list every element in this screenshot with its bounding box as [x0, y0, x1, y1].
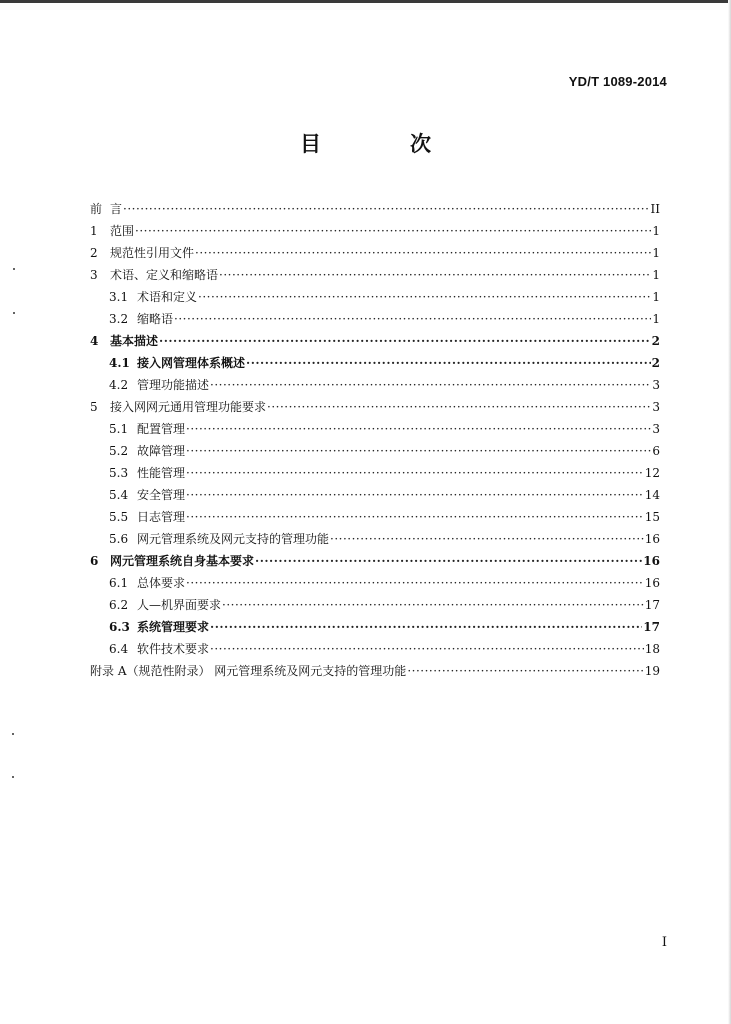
- toc-section-number: 前: [90, 202, 103, 216]
- toc-entry: [90, 352, 660, 374]
- toc-dot-leader: [186, 440, 651, 462]
- toc-entry: [90, 462, 660, 484]
- toc-dot-leader: [246, 352, 651, 374]
- toc-dot-leader: [174, 308, 651, 330]
- toc-section-number: 5.3: [109, 466, 129, 480]
- toc-section-title: 网元管理系统及网元支持的管理功能: [137, 532, 330, 546]
- toc-page-number: 1: [652, 224, 660, 238]
- toc-dot-leader: [186, 572, 644, 594]
- toc-entry: [90, 550, 660, 572]
- toc-page-number: 3: [652, 422, 660, 436]
- scan-speck: [12, 776, 14, 778]
- toc-page-number: 1: [652, 290, 660, 304]
- toc-section-number: 5.6: [109, 532, 129, 546]
- page-number: I: [661, 935, 667, 950]
- toc-section-title: 管理功能描述: [137, 378, 210, 392]
- toc-entry: [90, 660, 660, 682]
- toc-section-number: 2: [90, 246, 98, 260]
- toc-section-title: 总体要求: [137, 576, 186, 590]
- toc-dot-leader: [219, 264, 651, 286]
- toc-dot-leader: [210, 616, 642, 638]
- toc-section-title: 安全管理: [137, 488, 186, 502]
- toc-section-number: 3.1: [109, 290, 129, 304]
- toc-dot-leader: [210, 638, 644, 660]
- toc-entry: [90, 220, 660, 242]
- toc-section-number: 6: [90, 554, 99, 568]
- toc-entry: [90, 198, 660, 220]
- toc-section-title: 网元管理系统自身基本要求: [110, 554, 255, 568]
- toc-dot-leader: [159, 330, 651, 352]
- toc-section-title: 系统管理要求: [137, 620, 210, 634]
- toc-page-number: 2: [651, 334, 660, 348]
- toc-page-number: 12: [644, 466, 660, 480]
- toc-section-number: 4: [90, 334, 99, 348]
- toc-section-number: 3: [90, 268, 98, 282]
- toc-section-number: 4.2: [109, 378, 129, 392]
- toc-dot-leader: [186, 484, 644, 506]
- toc-section-number: 5.5: [109, 510, 129, 524]
- toc-entry: [90, 572, 660, 594]
- toc-section-number: 6.4: [109, 642, 129, 656]
- toc-dot-leader: [255, 550, 642, 572]
- toc-dot-leader: [123, 198, 650, 220]
- toc-section-number: 5.2: [109, 444, 129, 458]
- toc-dot-leader: [186, 462, 644, 484]
- toc-entry: [90, 440, 660, 462]
- toc-section-title: 术语、定义和缩略语: [110, 268, 219, 282]
- toc-page-number: 14: [644, 488, 660, 502]
- toc-page-number: 1: [652, 312, 660, 326]
- toc-section-number: 6.3: [109, 620, 130, 634]
- toc-section-number: 6.2: [109, 598, 129, 612]
- toc-page-number: 16: [644, 576, 660, 590]
- scan-speck: [13, 268, 15, 270]
- toc-section-title: 范围: [110, 224, 135, 238]
- toc-entry: [90, 286, 660, 308]
- toc-section-title: 术语和定义: [137, 290, 198, 304]
- toc-section-number: 3.2: [109, 312, 129, 326]
- toc-dot-leader: [210, 374, 651, 396]
- toc-section-title: 配置管理: [137, 422, 186, 436]
- toc-section-number: 1: [90, 224, 98, 238]
- toc-section-number: 4.1: [109, 356, 130, 370]
- toc-page-number: 16: [643, 554, 660, 568]
- toc-section-title: 接入网管理体系概述: [137, 356, 246, 370]
- toc-section-number: 5: [90, 400, 98, 414]
- toc-entry: [90, 242, 660, 264]
- toc-section-title: 规范性引用文件: [110, 246, 195, 260]
- toc-section-title: 言: [110, 202, 123, 216]
- toc-dot-leader: [186, 506, 644, 528]
- standard-number: YD/T 1089-2014: [568, 74, 667, 89]
- toc-entry: [90, 330, 660, 352]
- toc-dot-leader: [186, 418, 651, 440]
- toc-entry: [90, 506, 660, 528]
- toc-section-number: 5.4: [109, 488, 129, 502]
- toc-page-number: 15: [644, 510, 660, 524]
- scan-speck: [13, 312, 15, 314]
- toc-page-number: 16: [644, 532, 660, 546]
- toc-section-title: 软件技术要求: [137, 642, 210, 656]
- page-title: 目 次: [300, 132, 465, 156]
- toc-dot-leader: [330, 528, 644, 550]
- toc-section-number: 6.1: [109, 576, 129, 590]
- toc-section-number: 5.1: [109, 422, 129, 436]
- toc-page-number: 6: [652, 444, 660, 458]
- toc-entry: [90, 308, 660, 330]
- toc-section-title: 故障管理: [137, 444, 186, 458]
- toc-page-number: II: [650, 202, 660, 216]
- scan-speck: [12, 733, 14, 735]
- toc-page-number: 2: [651, 356, 660, 370]
- toc-dot-leader: [222, 594, 644, 616]
- toc-section-title: 附录 A（规范性附录） 网元管理系统及网元支持的管理功能: [90, 664, 407, 678]
- toc-section-title: 接入网网元通用管理功能要求: [110, 400, 267, 414]
- toc-section-title: 日志管理: [137, 510, 186, 524]
- toc-entry: [90, 264, 660, 286]
- toc-page-number: 18: [644, 642, 660, 656]
- toc-entry: [90, 638, 660, 660]
- toc-entry: [90, 418, 660, 440]
- toc-section-title: 基本描述: [110, 334, 159, 348]
- toc-dot-leader: [198, 286, 651, 308]
- table-of-contents: [90, 198, 660, 682]
- toc-entry: [90, 374, 660, 396]
- toc-page-number: 19: [644, 664, 660, 678]
- toc-page-number: 1: [652, 268, 660, 282]
- toc-entry: [90, 484, 660, 506]
- toc-page-number: 3: [652, 400, 660, 414]
- toc-section-title: 性能管理: [137, 466, 186, 480]
- toc-section-title: 人—机界面要求: [137, 598, 222, 612]
- toc-entry: [90, 594, 660, 616]
- toc-entry: [90, 396, 660, 418]
- toc-dot-leader: [407, 660, 643, 682]
- toc-page-number: 17: [643, 620, 660, 634]
- toc-dot-leader: [267, 396, 651, 418]
- toc-dot-leader: [195, 242, 651, 264]
- toc-entry: [90, 616, 660, 638]
- toc-section-title: 缩略语: [137, 312, 174, 326]
- toc-entry: [90, 528, 660, 550]
- page-top-rule: [0, 0, 731, 3]
- toc-page-number: 1: [652, 246, 660, 260]
- toc-page-number: 3: [652, 378, 660, 392]
- toc-dot-leader: [135, 220, 651, 242]
- toc-page-number: 17: [644, 598, 660, 612]
